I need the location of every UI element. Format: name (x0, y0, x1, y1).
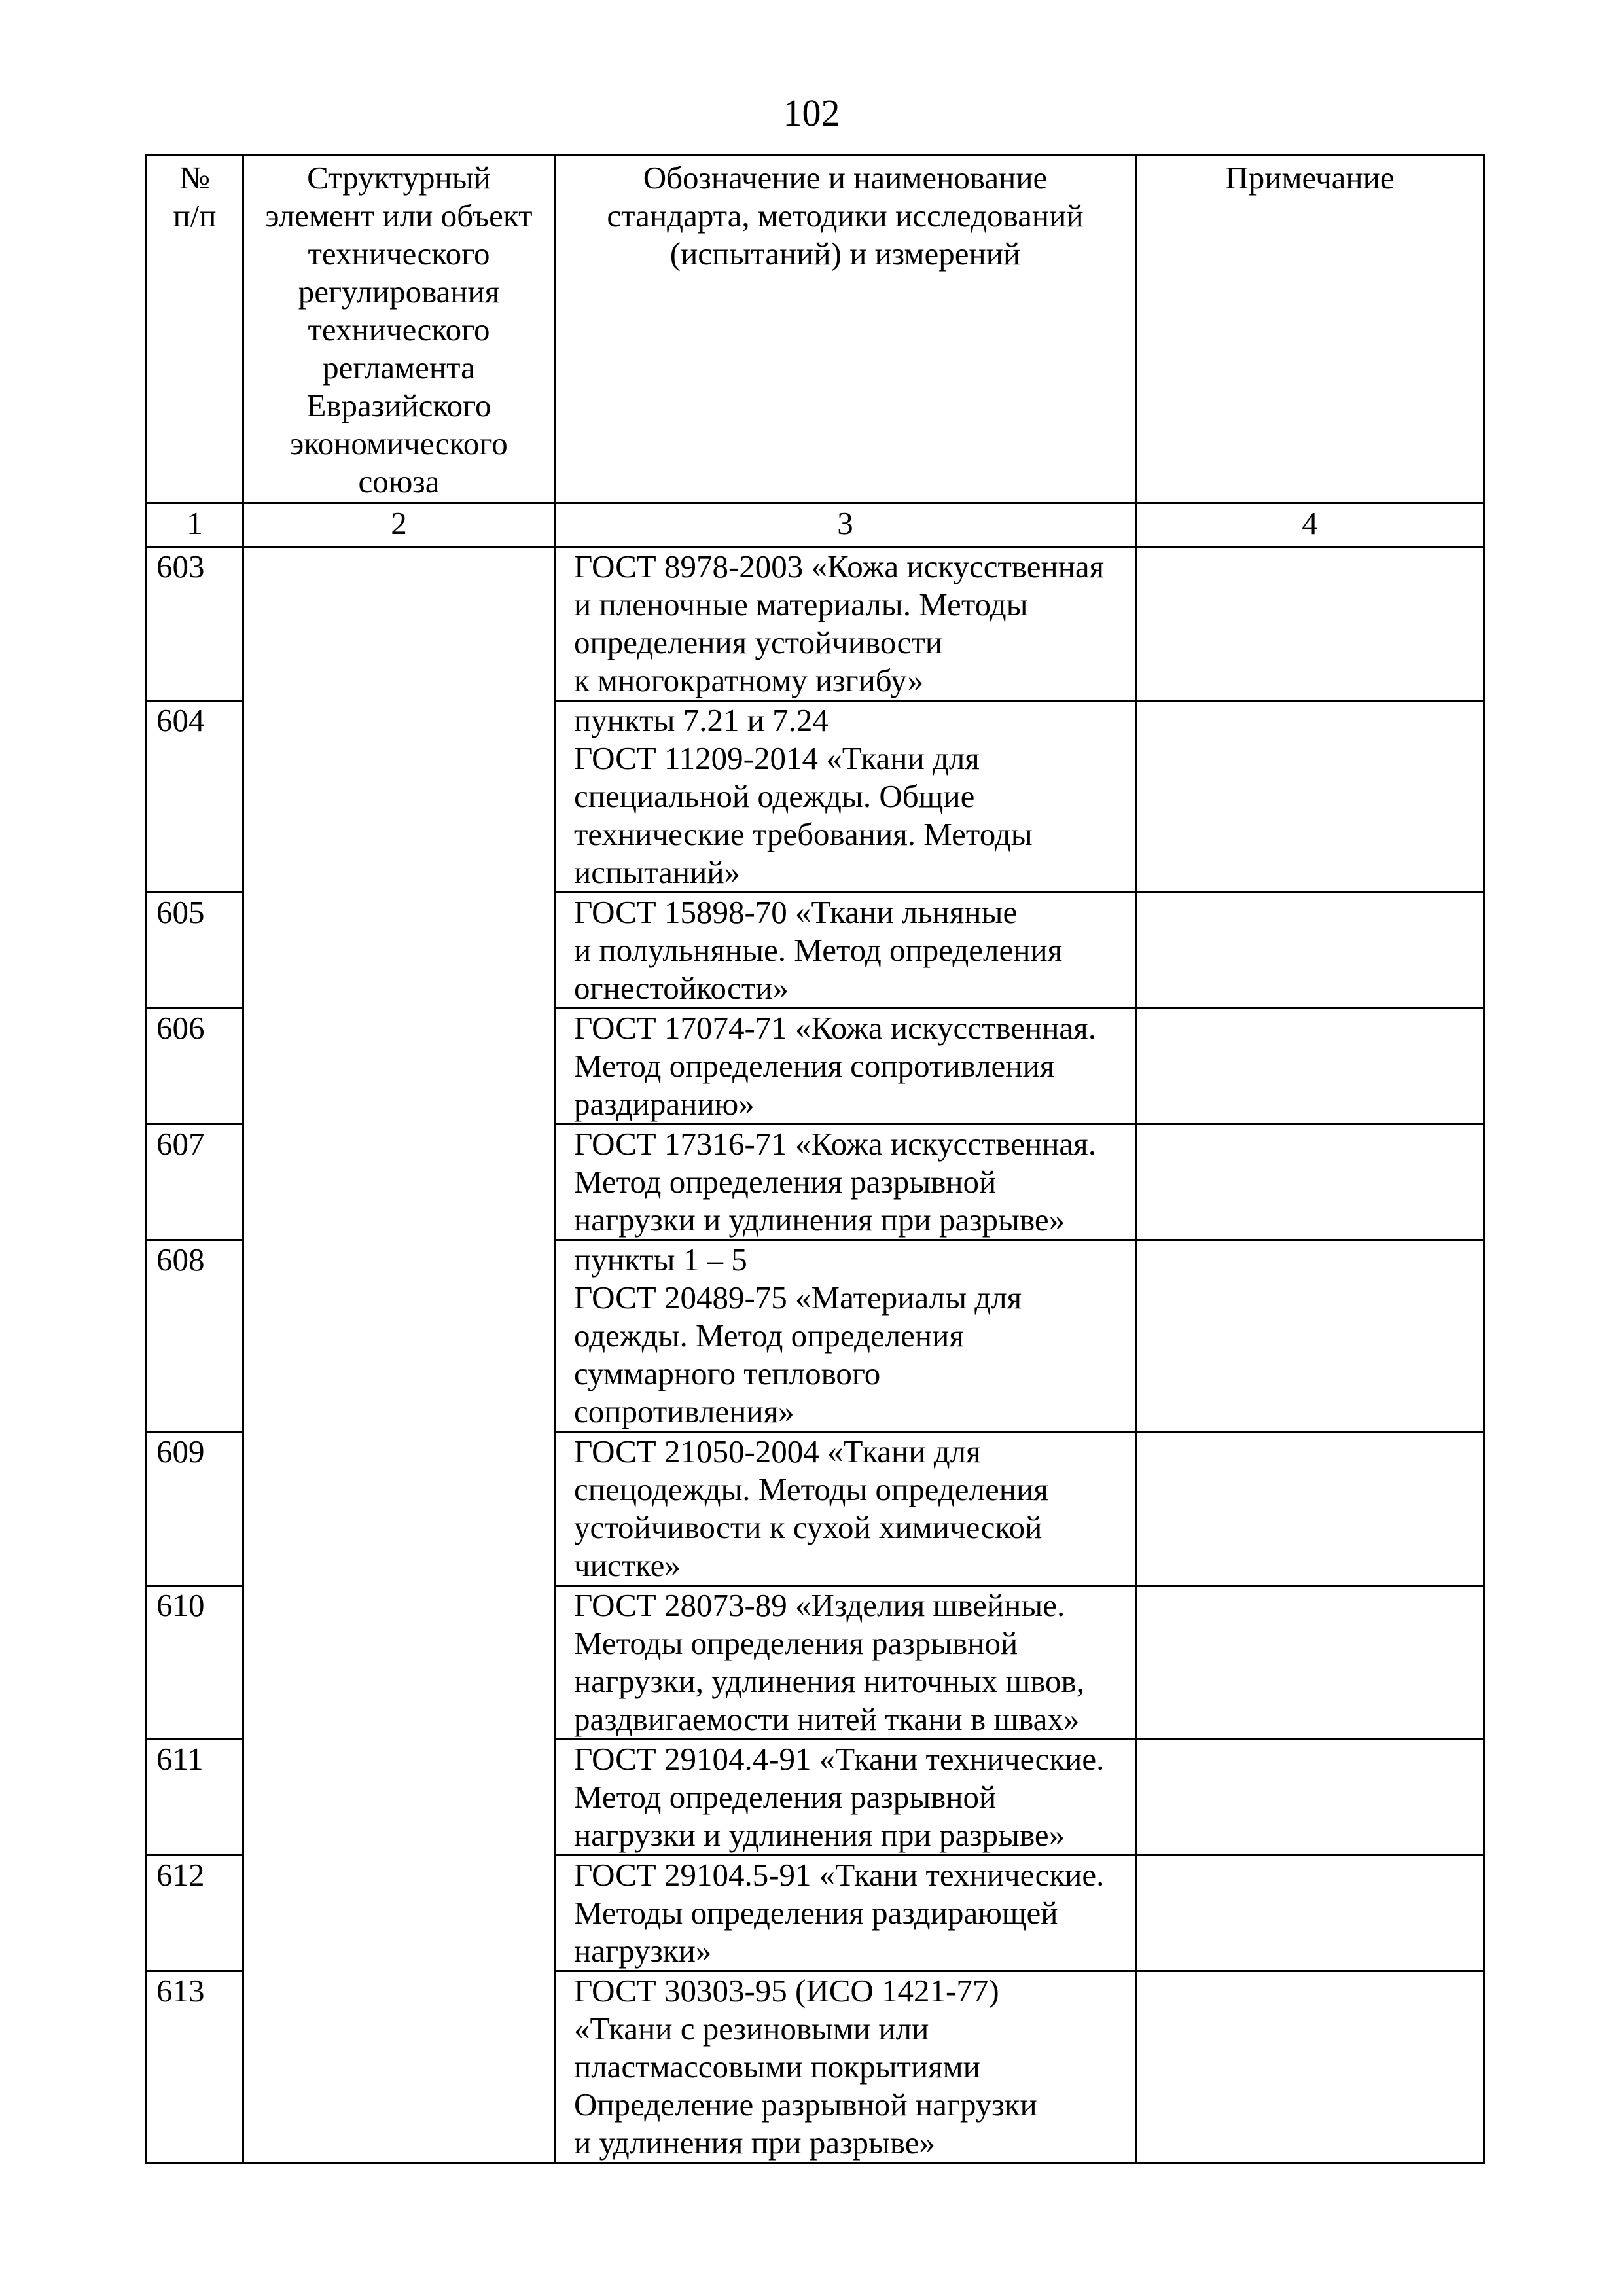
standard-line: спецодежды. Методы определения (574, 1471, 1048, 1507)
standard-line: нагрузки, удлинения ниточных швов, (574, 1663, 1084, 1699)
standard-line: специальной одежды. Общие (574, 778, 975, 814)
header-element-line: союза (358, 463, 440, 499)
standard-line: Метод определения разрывной (574, 1779, 997, 1815)
table-body (147, 547, 1484, 2163)
standard-line: ГОСТ 17074-71 «Кожа искусственная. (574, 1010, 1096, 1046)
table-row (147, 547, 1484, 701)
standard-cell (555, 1856, 1136, 1971)
header-element-line: технического (308, 312, 490, 348)
row-number: 613 (147, 1971, 243, 2163)
standard-line: пластмассовыми покрытиями (574, 2049, 980, 2085)
standard-line: суммарного теплового (574, 1355, 881, 1391)
standard-cell (555, 701, 1136, 893)
standard-line: нагрузки» (574, 1933, 712, 1969)
header-element-line: регулирования (298, 274, 500, 310)
header-element-line: Евразийского (306, 387, 491, 423)
row-number: 605 (147, 893, 243, 1009)
standard-line: ГОСТ 30303-95 (ИСО 1421-77) (574, 1973, 999, 2009)
note-cell (1136, 1009, 1484, 1124)
standard-cell (555, 547, 1136, 701)
standard-line: пункты 7.21 и 7.24 (574, 702, 829, 738)
standard-line: раздиранию» (574, 1086, 755, 1122)
standard-line: Определение разрывной нагрузки (574, 2087, 1037, 2123)
standard-cell (555, 1971, 1136, 2163)
standard-line: и удлинения при разрыве» (574, 2125, 936, 2161)
column-index: 1 (147, 503, 243, 547)
header-note-line: Примечание (1225, 160, 1395, 196)
header-num (147, 156, 243, 503)
header-note (1136, 156, 1484, 503)
note-cell (1136, 1124, 1484, 1240)
row-number: 612 (147, 1856, 243, 1971)
standard-line: технические требования. Методы (574, 816, 1033, 852)
header-standard (555, 156, 1136, 503)
standard-line: ГОСТ 21050-2004 «Ткани для (574, 1433, 981, 1469)
row-number: 610 (147, 1586, 243, 1740)
standard-line: Методы определения разрывной (574, 1625, 1018, 1661)
standard-line: ГОСТ 15898-70 «Ткани льняные (574, 894, 1018, 930)
note-cell (1136, 1586, 1484, 1740)
header-standard-line: Обозначение и наименование (643, 160, 1048, 196)
standard-line: одежды. Метод определения (574, 1318, 964, 1354)
note-cell (1136, 893, 1484, 1009)
row-number: 606 (147, 1009, 243, 1124)
standard-line: чистке» (574, 1547, 681, 1583)
structural-element-cell (243, 547, 555, 2163)
standard-cell (555, 1586, 1136, 1740)
standard-line: ГОСТ 28073-89 «Изделия швейные. (574, 1587, 1065, 1623)
standard-line: ГОСТ 29104.5-91 «Ткани технические. (574, 1857, 1105, 1893)
standard-cell (555, 893, 1136, 1009)
note-cell (1136, 1856, 1484, 1971)
standard-line: Метод определения разрывной (574, 1164, 997, 1200)
standard-line: испытаний» (574, 854, 741, 890)
header-num-line: № (179, 160, 210, 196)
row-number: 608 (147, 1240, 243, 1432)
standard-line: ГОСТ 11209-2014 «Ткани для (574, 740, 980, 776)
standard-cell (555, 1124, 1136, 1240)
note-cell (1136, 1240, 1484, 1432)
standard-line: устойчивости к сухой химической (574, 1509, 1043, 1545)
standard-line: сопротивления» (574, 1393, 794, 1429)
header-element (243, 156, 555, 503)
standard-line: Методы определения раздирающей (574, 1895, 1058, 1931)
standard-line: и полульняные. Метод определения (574, 932, 1063, 968)
column-index: 3 (555, 503, 1136, 547)
page-number: 102 (783, 92, 840, 134)
standard-line: ГОСТ 17316-71 «Кожа искусственная. (574, 1126, 1096, 1162)
header-element-line: элемент или объект (265, 198, 533, 234)
standard-line: нагрузки и удлинения при разрыве» (574, 1202, 1065, 1238)
standard-cell (555, 1432, 1136, 1586)
note-cell (1136, 1971, 1484, 2163)
standard-line: к многократному изгибу» (574, 662, 924, 698)
header-element-line: экономического (290, 425, 508, 461)
header-element-line: технического (308, 236, 490, 272)
row-number: 607 (147, 1124, 243, 1240)
standard-cell (555, 1240, 1136, 1432)
column-index: 4 (1136, 503, 1484, 547)
note-cell (1136, 547, 1484, 701)
column-index: 2 (243, 503, 555, 547)
standard-line: огнестойкости» (574, 970, 789, 1006)
header-element-line: регламента (323, 350, 475, 386)
standard-line: ГОСТ 20489-75 «Материалы для (574, 1280, 1022, 1316)
standard-cell (555, 1740, 1136, 1856)
note-cell (1136, 701, 1484, 893)
standard-line: пункты 1 – 5 (574, 1242, 747, 1278)
standards-table (145, 154, 1485, 2164)
standard-line: «Ткани с резиновыми или (574, 2011, 929, 2047)
note-cell (1136, 1740, 1484, 1856)
standard-line: ГОСТ 8978-2003 «Кожа искусственная (574, 548, 1105, 584)
header-row (147, 156, 1484, 503)
row-number: 609 (147, 1432, 243, 1586)
column-index-row (147, 503, 1484, 547)
header-standard-line: стандарта, методики исследований (607, 198, 1084, 234)
row-number: 604 (147, 701, 243, 893)
standard-line: раздвигаемости нитей ткани в швах» (574, 1701, 1080, 1737)
standard-line: ГОСТ 29104.4-91 «Ткани технические. (574, 1741, 1105, 1777)
header-standard-line: (испытаний) и измерений (669, 236, 1021, 272)
standard-line: нагрузки и удлинения при разрыве» (574, 1817, 1065, 1853)
header-num-line: п/п (173, 198, 217, 234)
header-element-line: Структурный (307, 160, 491, 196)
row-number: 611 (147, 1740, 243, 1856)
row-number: 603 (147, 547, 243, 701)
standard-line: Метод определения сопротивления (574, 1048, 1055, 1084)
note-cell (1136, 1432, 1484, 1586)
standard-line: и пленочные материалы. Методы (574, 586, 1028, 622)
standard-cell (555, 1009, 1136, 1124)
standard-line: определения устойчивости (574, 624, 942, 660)
